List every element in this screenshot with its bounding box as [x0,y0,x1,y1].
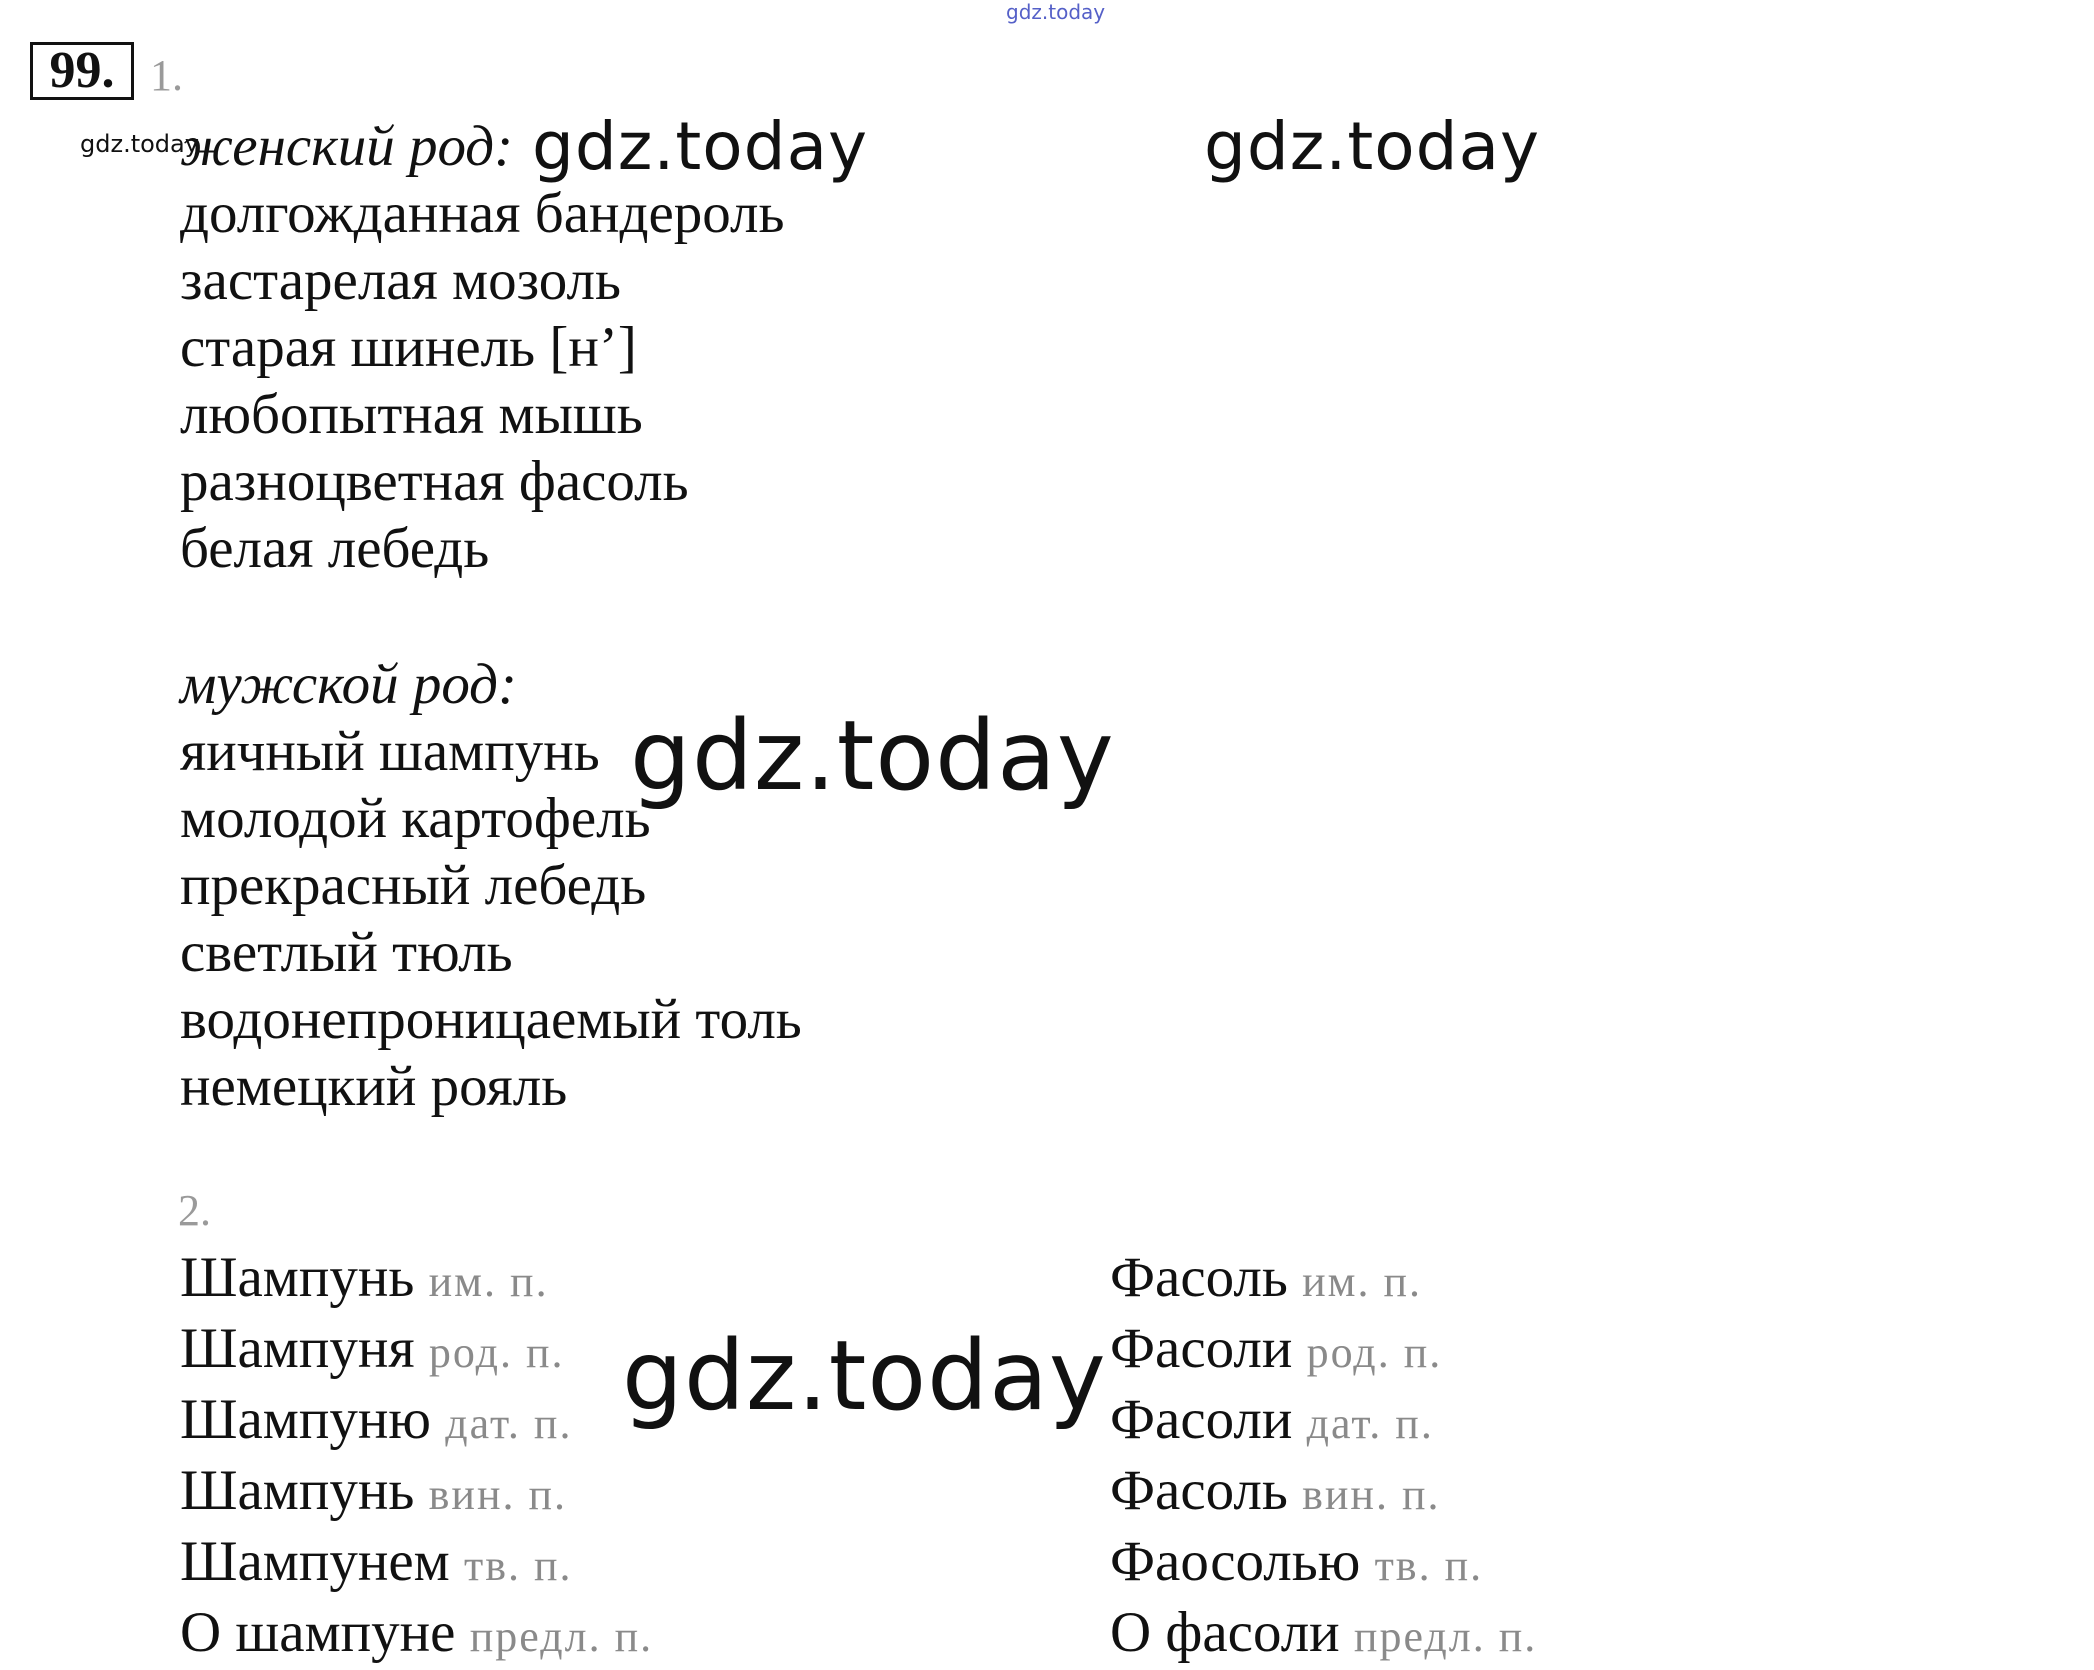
feminine-heading: женский род: [180,115,514,178]
declension-row: Фасоли род. п. [1110,1317,1443,1380]
declension-row: О фасоли предл. п. [1110,1601,1538,1664]
list-item: водонепроницаемый толь [180,988,802,1051]
part2-label: 2. [178,1186,211,1235]
list-item: застарелая мозоль [180,249,621,312]
declension-row: Шампуню дат. п. [180,1388,573,1451]
task-number: 99. [49,42,115,99]
declension-row: Фасоль вин. п. [1110,1459,1441,1522]
list-item: любопытная мышь [180,383,643,446]
declension-right [1110,1244,1537,1670]
masculine-heading: мужской род: [180,653,517,716]
declension-left [180,1244,653,1670]
declension-row: Шампунь вин. п. [180,1459,568,1522]
small-watermark: gdz.today [80,130,199,158]
list-item: старая шинель [н’] [180,316,637,379]
part1-label: 1. [150,51,183,100]
list-item: молодой картофель [180,787,651,850]
declension-row: Фасоль им. п. [1110,1246,1423,1309]
list-item: светлый тюль [180,921,513,984]
list-item: белая лебедь [180,517,490,580]
list-item: разноцветная фасоль [180,450,689,513]
watermark: gdz.today [532,108,869,185]
declension-row: Фаосолью тв. п. [1110,1530,1484,1593]
list-item: немецкий рояль [180,1055,568,1118]
list-item: прекрасный лебедь [180,854,647,917]
task-number-box [30,42,134,100]
top-watermark: gdz.today [1006,0,1106,24]
list-item: яичный шампунь [180,720,600,783]
watermark: gdz.today [622,1320,1107,1432]
declension-row: Шампуня род. п. [180,1317,565,1380]
declension-row: Шампунем тв. п. [180,1530,573,1593]
list-item: долгожданная бандероль [180,182,785,245]
declension-row: Шампунь им. п. [180,1246,549,1309]
declension-row: О шампуне предл. п. [180,1601,654,1664]
declension-row: Фасоли дат. п. [1110,1388,1434,1451]
watermark: gdz.today [1204,108,1541,185]
watermark: gdz.today [630,700,1115,812]
